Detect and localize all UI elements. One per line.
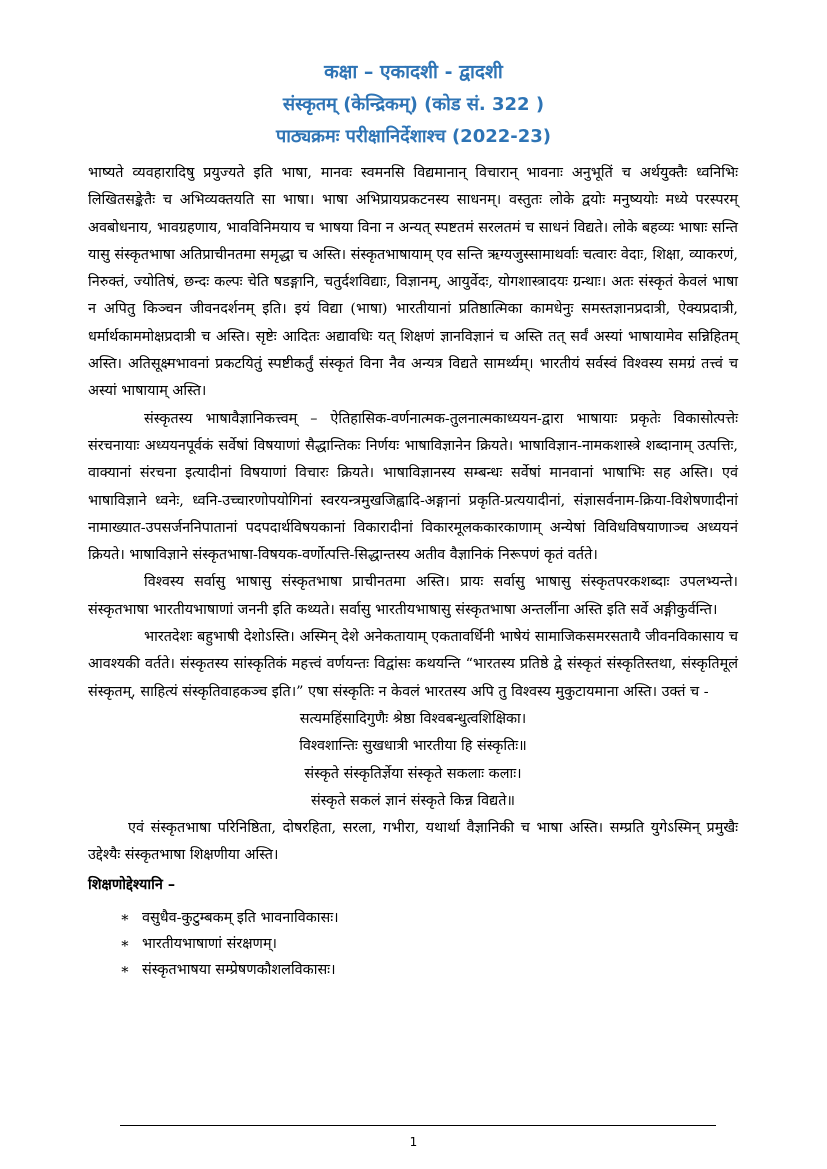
paragraph-antiquity: विश्वस्य सर्वासु भाषासु संस्कृतभाषा प्राचीनतमा अस्ति। प्रायः सर्वासु भाषासु संस्कृतपरकशब्दाः उपलभ्यन्ते। संस्कृतभाषा भारतीयभाषाणां जननी इति कथ्यते। सर्वासु भारतीयभाषासु संस्कृतभाषा अन्तर्लीना अस्ति इति सर्वे अङ्गीकुर्वन्ति। — [88, 574, 738, 618]
verse-line: संस्कृते सकलं ज्ञानं संस्कृते किन्न विद्यते॥ — [310, 792, 516, 809]
class-title: कक्षा – एकादशी - द्वादशी — [324, 61, 503, 83]
bullet-icon: ∗ — [120, 936, 130, 953]
objective-text: संस्कृतभाषया सम्प्रेषणकौशलविकासः। — [142, 962, 336, 979]
bullet-icon: ∗ — [120, 910, 130, 927]
paragraph-culture: भारतदेशः बहुभाषी देशोऽस्ति। अस्मिन् देशे अनेकतायाम् एकतावर्धिनी भाषेयं सामाजिकसमरसतायै जीवनविकासाय च आवश्यकी वर्तते। संस्कृतस्य सांस्कृतिकं महत्त्वं वर्णयन्तः विद्वांसः कथयन्ति “भारतस्य प्रतिष्ठे द्वे संस्कृतं संस्कृतिस्तथा, संस्कृतिमूलं संस्कृतम्, साहित्यं संस्कृतिवाहकञ्च इति।” एषा संस्कृतिः न केवलं भारतस्य अपि तु विश्वस्य मुकुटायमाना अस्ति। उक्तं च - — [88, 629, 738, 700]
subject-title: संस्कृतम् (केन्द्रिकम्) (कोड सं. 322 ) — [282, 94, 545, 115]
paragraph-conclusion: एवं संस्कृतभाषा परिनिष्ठिता, दोषरहिता, सरला, गभीरा, यथार्था वैज्ञानिकी च भाषा अस्ति। सम्प्रति युगेऽस्मिन् प्रमुखैः उद्देश्यैः संस्कृतभाषा शिक्षणीया अस्ति। — [88, 820, 738, 864]
objectives-list — [88, 905, 738, 983]
footer-divider — [120, 1125, 716, 1126]
verse-line: विश्वशान्तिः सुखधात्री भारतीया हि संस्कृतिः॥ — [299, 738, 527, 755]
document-body — [88, 160, 738, 983]
objectives-heading: शिक्षणोद्देश्यानि – — [88, 876, 176, 893]
page-number: 1 — [409, 1135, 418, 1149]
objective-text: वसुधैव-कुटुम्बकम् इति भावनाविकासः। — [142, 910, 339, 927]
syllabus-title: पाठ्यक्रमः परीक्षानिर्देशाश्च (2022-23) — [275, 126, 552, 147]
paragraph-intro: भाष्यते व्यवहारादिषु प्रयुज्यते इति भाषा, मानवः स्वमनसि विद्यमानान् विचारान् भावनाः अनुभूतिं च अर्थयुक्तैः ध्वनिभिः लिखितसङ्केतैः च अभिव्यक्तयति सा भाषा। भाषा अभिप्रायप्रकटनस्य साधनम्। वस्तुतः लोके द्वयोः मनुष्ययोः मध्ये परस्परम् अवबोधनाय, भावग्रहणाय, भावविनिमयाय च भाषया विना न अन्यत् स्पष्टतमं सरलतमं च साधनं विद्यते। लोके बहव्यः भाषाः सन्ति यासु संस्कृतभाषा अतिप्राचीनतमा समृद्धा च अस्ति। संस्कृतभाषायाम् एव सन्ति ऋग्यजुस्सामाथर्वाः चत्वारः वेदाः, शिक्षा, व्याकरणं, निरुक्तं, ज्योतिषं, छन्दः कल्पः चेति षडङ्गानि, चतुर्दशविद्याः, विज्ञानम्, आयुर्वेदः, योगशास्त्रादयः ग्रन्थाः। अतः संस्कृतं केवलं भाषा न अपितु किञ्चन जीवनदर्शनम् इति। इयं विद्या (भाषा) भारतीयानां प्रतिष्ठात्मिका कामधेनुः समस्तज्ञानप्रदात्री, ऐक्यप्रदात्री, धर्मार्थकाममोक्षप्रदात्री च अस्ति। सृष्टेः आदितः अद्यावधिः यत् शिक्षणं ज्ञानविज्ञानं च अस्ति तत् सर्वं अस्यां भाषायामेव सन्निहितम् अस्ति। अतिसूक्ष्मभावनां प्रकटयितुं स्पष्टीकर्तुं संस्कृतं विना नैव अन्यत्र विद्यते सामर्थ्यम्। भारतीयं सर्वस्वं विश्वस्य समग्रं तत्त्वं च अस्यां भाषायाम् अस्ति। — [88, 165, 738, 400]
paragraph-linguistics: संस्कृतस्य भाषावैज्ञानिकत्त्वम् – ऐतिहासिक-वर्णनात्मक-तुलनात्मकाध्ययन-द्वारा भाषायाः प्रकृतेः विकासोत्पत्तेः संरचनायाः अध्ययनपूर्वकं सर्वेषां विषयाणां सैद्धान्तिकः निर्णयः भाषाविज्ञानेन क्रियते। भाषाविज्ञान-नामकशास्त्रे शब्दानाम् उत्पत्तिः, वाक्यानां संरचना इत्यादीनां विषयाणां विचारः क्रियते। भाषाविज्ञानस्य सम्बन्धः सर्वेषां मानवानां भाषाभिः सह अस्ति। एवं भाषाविज्ञाने ध्वनेः, ध्वनि-उच्चारणोपयोगिनां स्वरयन्त्रमुखजिह्वादि-अङ्गानां प्रकृति-प्रत्ययादीनां, संज्ञासर्वनाम-क्रिया-विशेषणादीनां नामाख्यात-उपसर्जननिपातानां पदपदार्थविषयकानां विकारादीनां विकारमूलककारकाणाम् अन्येषां विविधविषयाणाञ्च अध्ययनं क्रियते। भाषाविज्ञाने संस्कृतभाषा-विषयक-वर्णोत्पत्ति-सिद्धान्तस्य अतीव वैज्ञानिकं निरूपणं कृतं वर्तते। — [88, 410, 738, 564]
verse-line: सत्यमहिंसादिगुणैः श्रेष्ठा विश्वबन्धुत्वशिक्षिका। — [299, 710, 527, 727]
objective-text: भारतीयभाषाणां संरक्षणम्। — [142, 936, 277, 953]
list-item — [120, 931, 738, 957]
verse-line: संस्कृते संस्कृतिर्ज्ञेया संस्कृते सकलाः कलाः। — [304, 765, 522, 782]
bullet-icon: ∗ — [120, 962, 130, 979]
list-item — [120, 957, 738, 983]
list-item — [120, 905, 738, 931]
